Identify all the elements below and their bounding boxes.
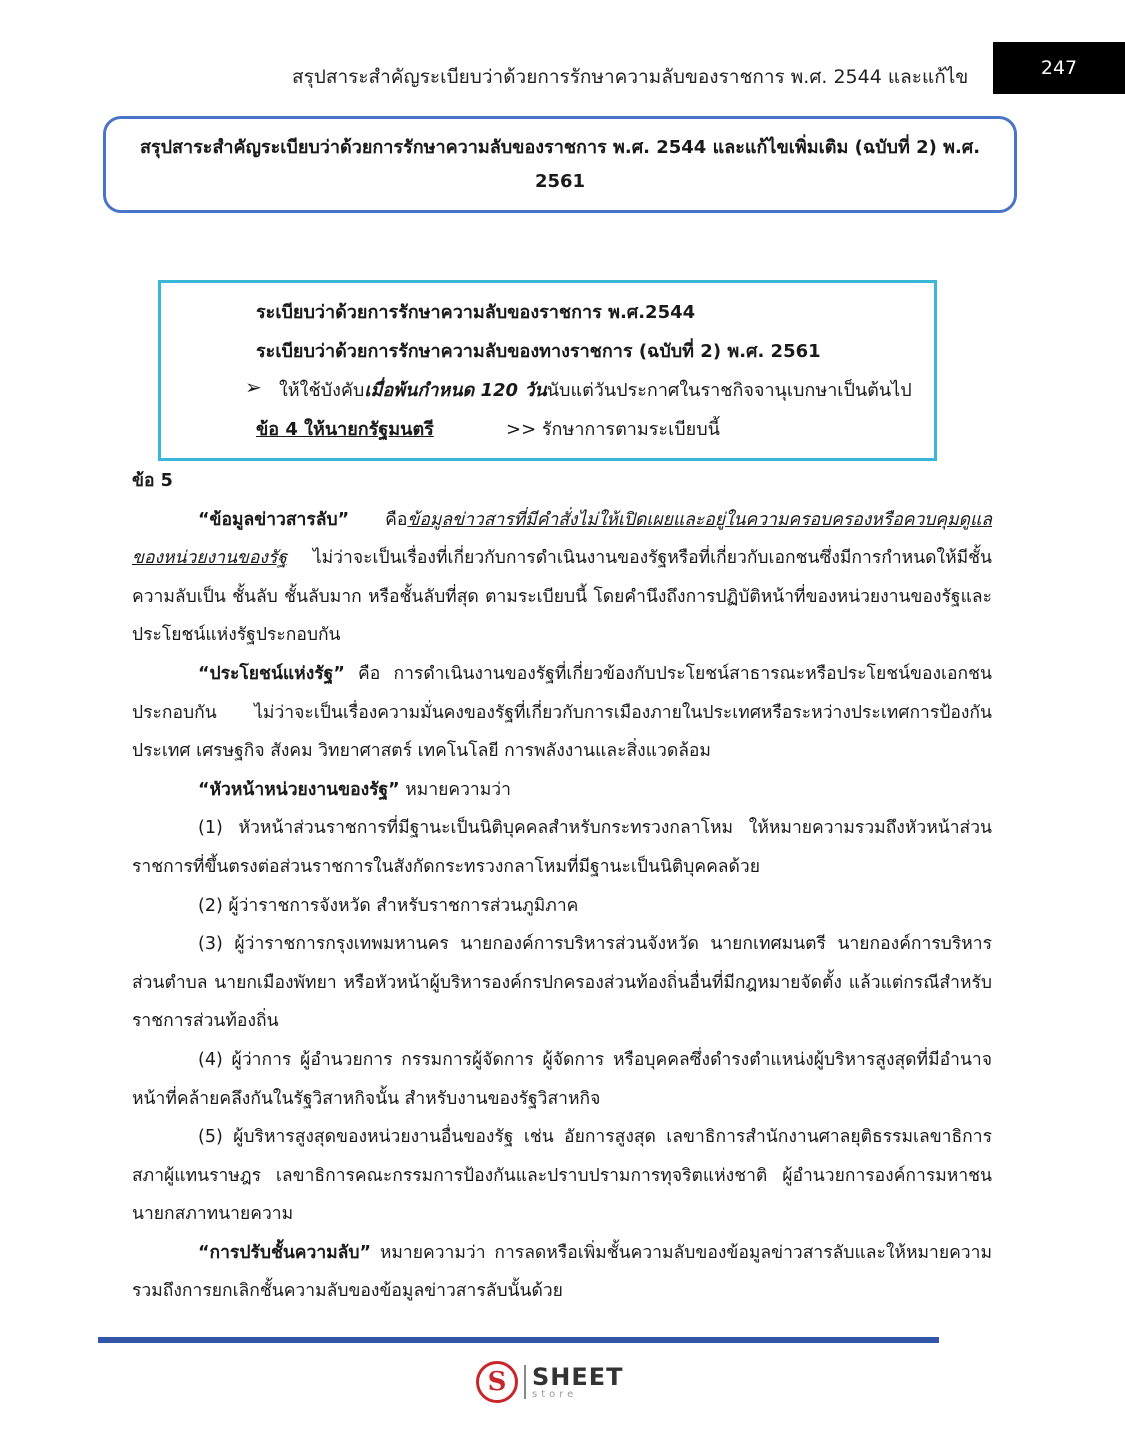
regulation-line-2: ระเบียบว่าด้วยการรักษาความลับของทางราชการ (ฉบับที่ 2) พ.ศ. 2561 <box>256 341 821 362</box>
enforcement-line <box>279 375 912 404</box>
enforcement-post: นับแต่วันประกาศในราชกิจจานุเบกษาเป็นต้นไป <box>546 380 912 401</box>
sheet-store-logo <box>476 1360 624 1404</box>
regulation-line-1: ระเบียบว่าด้วยการรักษาความลับของราชการ พ.ศ.2544 <box>256 302 696 323</box>
footer-rule <box>98 1337 939 1343</box>
regulation-box <box>158 280 937 461</box>
definition-agency-head: “หัวหน้าหน่วยงานของรัฐ” หมายความว่า <box>198 779 511 800</box>
logo-wordmark <box>532 1362 624 1400</box>
arrow-bullet-icon: ➢ <box>245 375 262 399</box>
page-number: 247 <box>1040 57 1078 79</box>
list-item: (4) ผู้ว่าการ ผู้อำนวยการ กรรมการผู้จัดการ ผู้จัดการ หรือบุคคลซึ่งดำรงตำแหน่งผู้บริหารสูงสุดที่มีอำนาจหน้าที่คล้ายคลึงกันในรัฐวิสาหกิจนั้น สำหรับงานของรัฐวิสาหกิจ <box>132 1049 992 1109</box>
list-item: (1) หัวหน้าส่วนราชการที่มีฐานะเป็นนิติบุคคลสำหรับกระทรวงกลาโหม ให้หมายความรวมถึงหัวหน้าส่วนราชการที่ขึ้นตรงต่อส่วนราชการในสังกัดกระทรวงกลาโหมที่มีฐานะเป็นนิติบุคคลด้วย <box>132 818 992 877</box>
running-header: สรุปสาระสำคัญระเบียบว่าด้วยการรักษาความลับของราชการ พ.ศ. 2544 และแก้ไข <box>292 66 969 88</box>
section-heading: ข้อ 5 <box>132 471 173 491</box>
definition-classified-info: “ข้อมูลข่าวสารลับ” คือข้อมูลข่าวสารที่มีคำสั่งไม่ให้เปิดเผยและอยู่ในความครอบครองหรือควบคุมดูแลของหน่วยงานของรัฐ ไม่ว่าจะเป็นเรื่องที่เกี่ยวกับการดำเนินงานของรัฐหรือที่เกี่ยวกับเอกชนซึ่งมีการกำหนดให้มีชั้นความลับเป็น ชั้นลับ ชั้นลับมาก หรือชั้นลับที่สุด ตามระเบียบนี้ โดยคำนึงถึงการปฏิบัติหน้าที่ของหน่วยงานของรัฐและประโยชน์แห่งรัฐประกอบกัน <box>132 509 992 646</box>
main-content <box>132 462 992 1311</box>
definition-classification-adjustment: “การปรับชั้นความลับ” หมายความว่า การลดหรือเพิ่มชั้นความลับของข้อมูลข่าวสารลับและให้หมายความรวมถึงการยกเลิกชั้นความลับของข้อมูลข่าวสารลับนั้นด้วย <box>132 1242 992 1302</box>
logo-main-text: SHEET <box>532 1362 624 1391</box>
enforcement-emphasis: เมื่อพ้นกำหนด 120 วัน <box>364 380 547 401</box>
definition-state-benefit: “ประโยชน์แห่งรัฐ” คือ การดำเนินงานของรัฐที่เกี่ยวข้องกับประโยชน์สาธารณะหรือประโยชน์ของเอกชนประกอบกัน ไม่ว่าจะเป็นเรื่องความมั่นคงของรัฐที่เกี่ยวกับการเมืองภายในประเทศหรือระหว่างประเทศการป้องกันประเทศ เศรษฐกิจ สังคม วิทยาศาสตร์ เทคโนโลยี การพลังงานและสิ่งแวดล้อม <box>132 663 992 762</box>
list-item: (5) ผู้บริหารสูงสุดของหน่วยงานอื่นของรัฐ เช่น อัยการสูงสุด เลขาธิการสำนักงานศาลยุติธรรมเลขาธิการสภาผู้แทนราษฎร เลขาธิการคณะกรรมการป้องกันและปราบปรามการทุจริตแห่งชาติ ผู้อำนวยการองค์การมหาชน นายกสภาทนายความ <box>132 1127 992 1225</box>
logo-sub-text: store <box>532 1388 578 1400</box>
logo-s-icon: S <box>476 1361 518 1403</box>
list-item: (2) ผู้ว่าราชการจังหวัด สำหรับราชการส่วนภูมิภาค <box>198 895 579 916</box>
clause4-text: >> รักษาการตามระเบียบนี้ <box>506 419 720 440</box>
document-title: สรุปสาระสำคัญระเบียบว่าด้วยการรักษาความลับของราชการ พ.ศ. 2544 และแก้ไขเพิ่มเติม (ฉบับที่ 2) พ.ศ. 2561 <box>139 136 981 192</box>
clause4-label: ข้อ 4 ให้นายกรัฐมนตรี <box>256 419 434 440</box>
list-item: (3) ผู้ว่าราชการกรุงเทพมหานคร นายกองค์การบริหารส่วนจังหวัด นายกเทศมนตรี นายกองค์การบริหารส่วนตำบล นายกเมืองพัทยา หรือหัวหน้าผู้บริหารองค์กรปกครองส่วนท้องถิ่นอื่นที่มีกฎหมายจัดตั้ง แล้วแต่กรณีสำหรับราชการส่วนท้องถิ่น <box>132 934 992 1032</box>
page-number-box <box>993 42 1125 94</box>
enforcement-pre: ให้ใช้บังคับ <box>279 380 365 401</box>
logo-divider <box>524 1365 526 1399</box>
title-box <box>103 116 1017 213</box>
